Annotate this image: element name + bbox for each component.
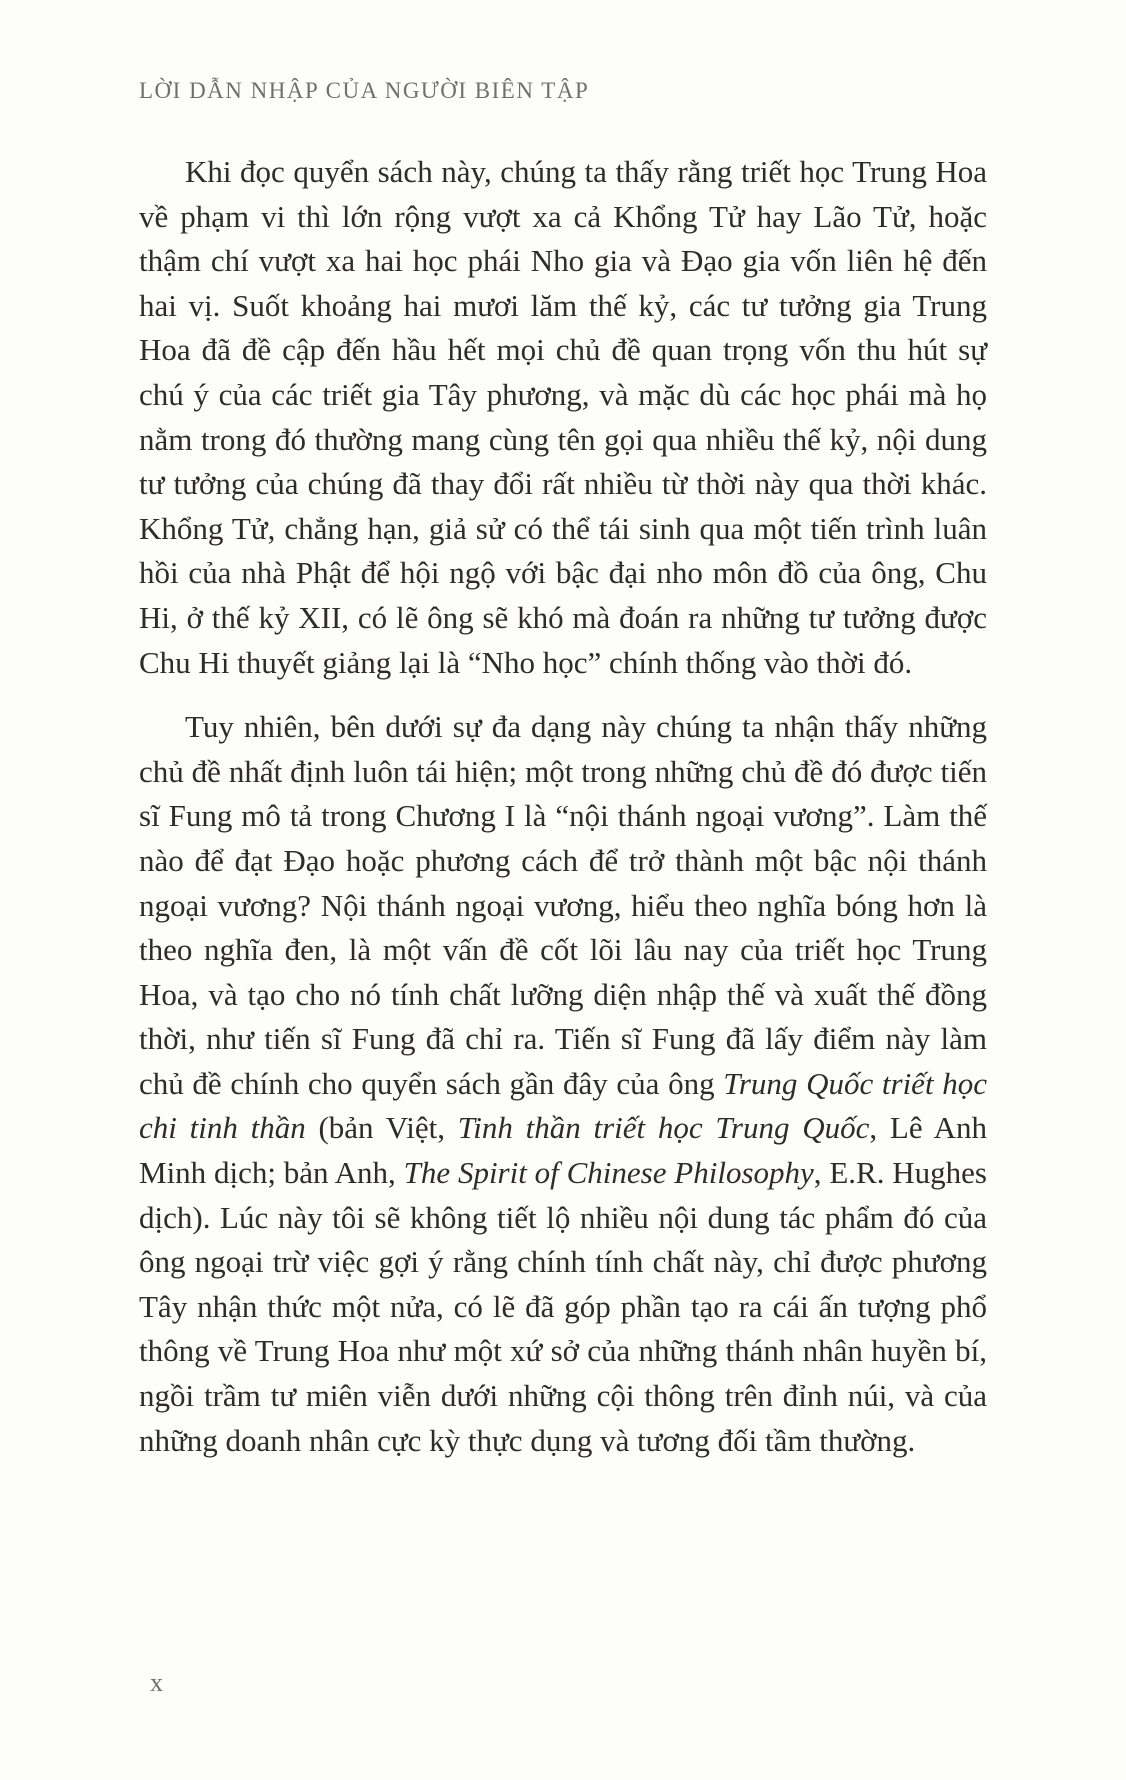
page-number: x: [150, 1668, 163, 1697]
paragraph-text: Tuy nhiên, bên dưới sự đa dạng này chúng ta nhận thấy những chủ đề nhất định luôn tái hiện; một trong những chủ đề đó được tiến sĩ Fung mô tả trong Chương I là “nội thánh ngoại vương”. Làm thế nào để đạt Đạo hoặc phương cách để trở thành một bậc nội thánh ngoại vương? Nội thánh ngoại vương, hiểu theo nghĩa bóng hơn là theo nghĩa đen, là một vấn đề cốt lõi lâu nay của triết học Trung Hoa, và tạo cho nó tính chất lưỡng diện nhập thế và xuất thế đồng thời, như tiến sĩ Fung đã chỉ ra. Tiến sĩ Fung đã lấy điểm này làm chủ đề chính cho quyển sách gần đây của ông: [139, 709, 987, 1101]
running-header: LỜI DẪN NHẬP CỦA NGƯỜI BIÊN TẬP: [139, 78, 590, 103]
paragraph-text: , E.R. Hughes dịch). Lúc này tôi sẽ không tiết lộ nhiều nội dung tác phẩm đó của ông ngoại trừ việc gợi ý rằng chính tính chất này, chỉ được phương Tây nhận thức một nửa, có lẽ đã góp phần tạo ra cái ấn tượng phổ thông về Trung Hoa như một xứ sở của những thánh nhân huyền bí, ngồi trầm tư miên viễn dưới những cội thông trên đỉnh núi, và của những doanh nhân cực kỳ thực dụng và tương đối tầm thường.: [139, 1155, 987, 1458]
paragraph-text: (bản Việt,: [305, 1110, 458, 1146]
body-text: [139, 150, 987, 1483]
italic-title-text: Trung Quốc triết học chi tinh thần: [139, 1065, 987, 1146]
italic-title-text: The Spirit of Chinese Philosophy: [403, 1155, 814, 1191]
paragraph: [139, 705, 987, 1463]
paragraph: [139, 150, 987, 685]
italic-title-text: Tinh thần triết học Trung Quốc: [457, 1110, 870, 1146]
paragraph-text: , Lê Anh Minh dịch; bản Anh,: [139, 1110, 988, 1191]
paragraph-text: Khi đọc quyển sách này, chúng ta thấy rằng triết học Trung Hoa về phạm vi thì lớn rộng vượt xa cả Khổng Tử hay Lão Tử, hoặc thậm chí vượt xa hai học phái Nho gia và Đạo gia vốn liên hệ đến hai vị. Suốt khoảng hai mươi lăm thế kỷ, các tư tưởng gia Trung Hoa đã đề cập đến hầu hết mọi chủ đề quan trọng vốn thu hút sự chú ý của các triết gia Tây phương, và mặc dù các học phái mà họ nằm trong đó thường mang cùng tên gọi qua nhiều thế kỷ, nội dung tư tưởng của chúng đã thay đổi rất nhiều từ thời này qua thời khác. Khổng Tử, chẳng hạn, giả sử có thể tái sinh qua một tiến trình luân hồi của nhà Phật để hội ngộ với bậc đại nho môn đồ của ông, Chu Hi, ở thế kỷ XII, có lẽ ông sẽ khó mà đoán ra những tư tưởng được Chu Hi thuyết giảng lại là “Nho học” chính thống vào thời đó.: [139, 154, 987, 680]
